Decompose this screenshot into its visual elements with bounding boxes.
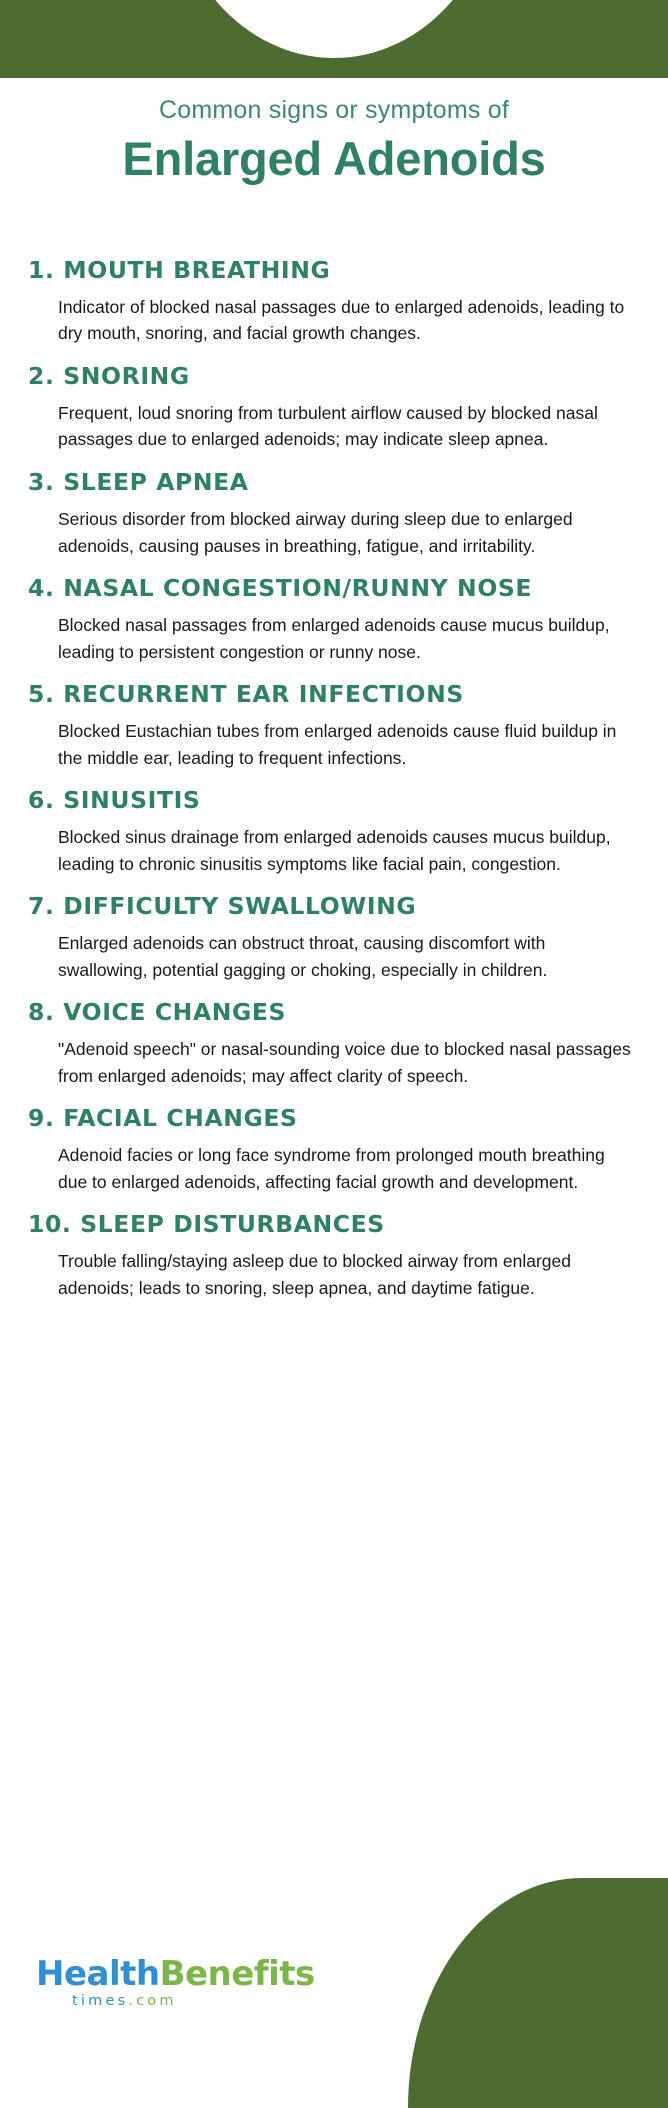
list-item — [28, 364, 640, 453]
list-item — [28, 1000, 640, 1089]
symptom-heading: 10. SLEEP DISTURBANCES — [28, 1210, 385, 1239]
symptom-heading: 6. SINUSITIS — [28, 786, 201, 815]
symptom-heading: 4. NASAL CONGESTION/RUNNY NOSE — [28, 574, 533, 603]
symptom-heading: 8. VOICE CHANGES — [28, 998, 287, 1027]
list-item — [28, 576, 640, 665]
list-item — [28, 258, 640, 347]
symptom-heading: 9. FACIAL CHANGES — [28, 1104, 298, 1133]
symptom-heading: 1. MOUTH BREATHING — [28, 256, 331, 284]
logo-benefits-text: Benefits — [159, 1953, 315, 1994]
symptom-description: Blocked Eustachian tubes from enlarged adenoids cause fluid buildup in the middle ear, leading to frequent infections. — [58, 720, 617, 768]
page-title: Enlarged Adenoids — [122, 132, 546, 185]
symptom-description: Frequent, loud snoring from turbulent airflow caused by blocked nasal passages due to enlarged adenoids; may indicate sleep apnea. — [58, 402, 598, 450]
bottom-decorative-shape — [408, 1878, 668, 2108]
symptom-heading: 3. SLEEP APNEA — [28, 468, 249, 497]
symptom-description: Serious disorder from blocked airway during sleep due to enlarged adenoids, causing pauses in breathing, fatigue, and irritability. — [58, 508, 573, 556]
symptom-heading: 7. DIFFICULTY SWALLOWING — [28, 892, 417, 921]
list-item — [28, 470, 640, 559]
logo-dotcom-text: .com — [128, 1992, 177, 2009]
symptom-description: "Adenoid speech" or nasal-sounding voice due to blocked nasal passages from enlarged adenoids; may affect clarity of speech. — [58, 1039, 631, 1086]
symptom-heading: 2. SNORING — [28, 362, 190, 391]
list-item — [28, 1106, 640, 1195]
page-header — [0, 96, 668, 186]
symptom-description: Trouble falling/staying asleep due to blocked airway from enlarged adenoids; leads to snoring, sleep apnea, and daytime fatigue. — [58, 1251, 571, 1298]
top-band-notch — [169, 0, 499, 58]
page-subtitle: Common signs or symptoms of — [159, 96, 509, 124]
symptom-description: Indicator of blocked nasal passages due to enlarged adenoids, leading to dry mouth, snoring, and facial growth changes. — [58, 296, 625, 344]
symptom-description: Blocked sinus drainage from enlarged adenoids causes mucus buildup, leading to chronic sinusitis symptoms like facial pain, congestion. — [58, 827, 611, 874]
logo-wordmark — [36, 1953, 315, 1994]
list-item — [28, 788, 640, 877]
symptom-description: Blocked nasal passages from enlarged adenoids cause mucus buildup, leading to persistent congestion or runny nose. — [58, 614, 610, 662]
symptom-list — [0, 258, 668, 1318]
symptom-heading: 5. RECURRENT EAR INFECTIONS — [28, 680, 464, 709]
logo-times-text: times — [72, 1992, 129, 2009]
list-item — [28, 1212, 640, 1301]
top-decorative-band — [0, 0, 668, 78]
logo-health-text: Health — [36, 1953, 160, 1994]
logo-subtext — [72, 1994, 315, 2009]
list-item — [28, 894, 640, 983]
symptom-description: Enlarged adenoids can obstruct throat, causing discomfort with swallowing, potential gagging or choking, especially in children. — [58, 933, 548, 980]
site-logo — [36, 1953, 315, 2009]
list-item — [28, 682, 640, 771]
symptom-description: Adenoid facies or long face syndrome from prolonged mouth breathing due to enlarged adenoids, affecting facial growth and development. — [58, 1145, 605, 1192]
